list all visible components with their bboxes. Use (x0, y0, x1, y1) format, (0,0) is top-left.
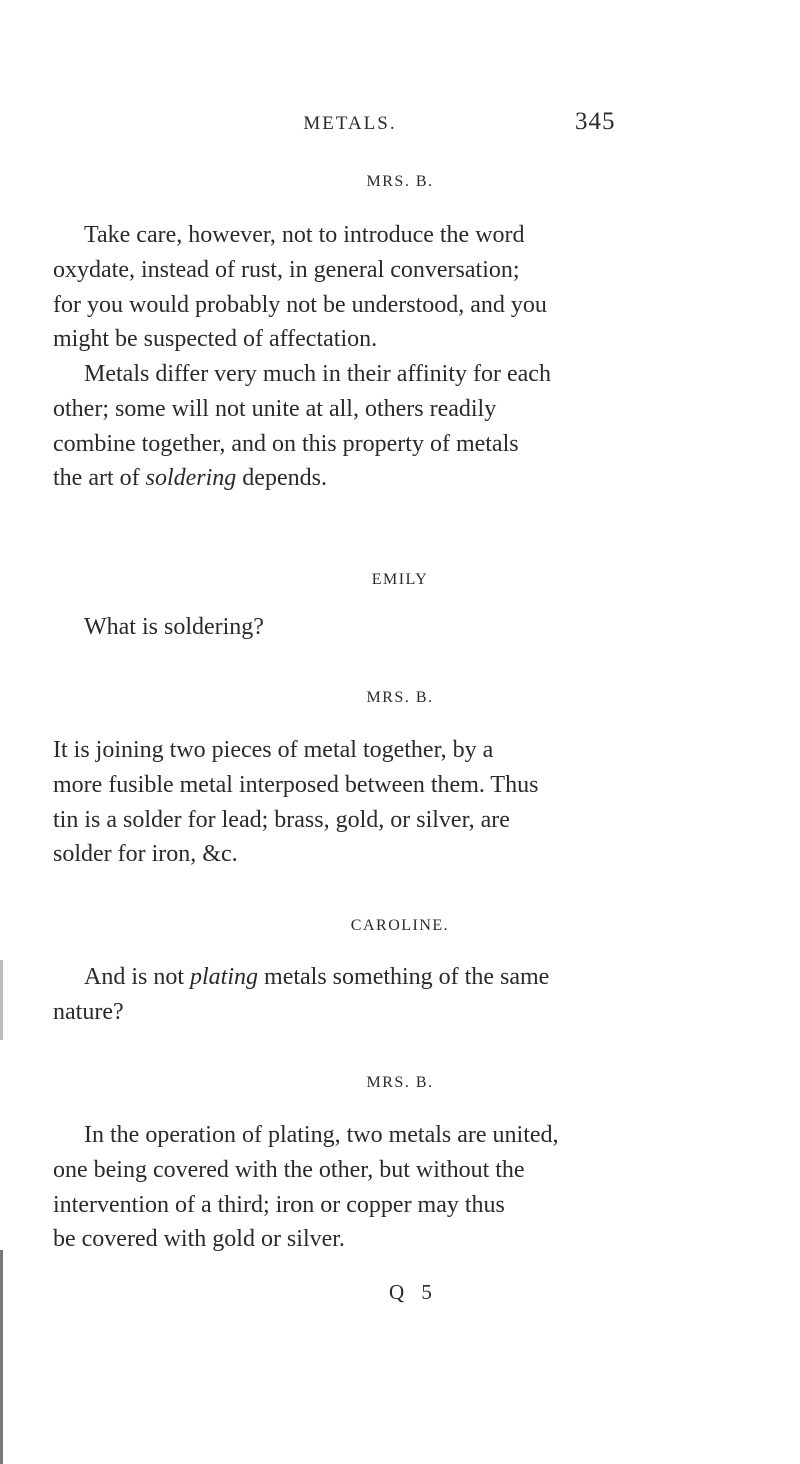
text-line: In the operation of plating, two metals are united, (84, 1122, 559, 1148)
text-line: tin is a solder for lead; brass, gold, or silver, are (53, 806, 510, 833)
signature-mark: Q 5 (389, 1280, 438, 1304)
text-line: other; some will not unite at all, others readily (53, 395, 497, 422)
text-line: might be suspected of affectation. (53, 326, 378, 353)
text-line: for you would probably not be understood, and you (53, 291, 547, 318)
text-line: be covered with gold or silver. (53, 1226, 345, 1253)
paragraph (53, 610, 743, 645)
page-number: 345 (575, 108, 616, 135)
paragraph (53, 1118, 743, 1257)
paragraph (53, 218, 743, 357)
italic-term: plating (190, 964, 259, 990)
text-line (53, 960, 743, 995)
speaker-label: MRS. B. (366, 173, 434, 190)
text-line: intervention of a third; iron or copper may thus (53, 1191, 505, 1218)
italic-term: soldering (145, 465, 237, 492)
speaker-label: CAROLINE. (350, 917, 450, 934)
speaker-label: MRS. B. (366, 1074, 434, 1091)
text-line: oxydate, instead of rust, in general conversation; (53, 256, 520, 283)
page-edge-shadow (0, 960, 3, 1040)
paragraph (53, 357, 743, 496)
text-line: more fusible metal interposed between them. Thus (53, 771, 539, 798)
text-fragment: depends. (236, 465, 327, 492)
speaker-label: MRS. B. (366, 689, 434, 706)
text-fragment: And is not (84, 964, 191, 990)
text-line: Metals differ very much in their affinity for each (84, 361, 551, 387)
text-fragment: metals something of the same (258, 964, 550, 990)
text-line: one being covered with the other, but without the (53, 1156, 525, 1183)
text-line: solder for iron, &c. (53, 841, 238, 868)
text-line (53, 461, 743, 496)
speaker-label: EMILY (371, 571, 429, 588)
text-line: combine together, and on this property of metals (53, 430, 519, 457)
text-fragment: the art of (53, 465, 146, 492)
text-line: Take care, however, not to introduce the word (84, 222, 525, 248)
paragraph (53, 733, 743, 872)
page-edge-shadow (0, 1250, 3, 1464)
paragraph (53, 960, 743, 1030)
text-line: It is joining two pieces of metal together, by a (53, 737, 494, 763)
text-line: What is soldering? (84, 614, 264, 640)
text-line: nature? (53, 998, 124, 1025)
running-head: METALS. (303, 113, 397, 134)
